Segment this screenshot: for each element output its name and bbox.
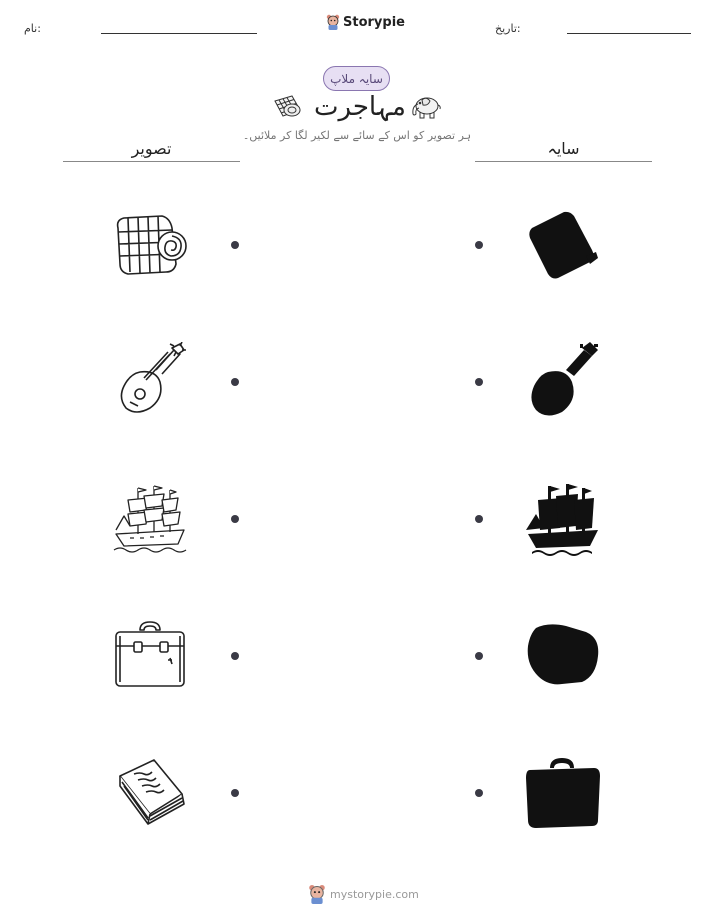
- picture-dot-4[interactable]: [231, 652, 239, 660]
- picture-column-underline: [63, 161, 240, 162]
- date-label: تاریخ:: [495, 22, 521, 35]
- shadow-dot-4[interactable]: [475, 652, 483, 660]
- mat-roll-icon: [272, 94, 304, 120]
- shadow-dot-3[interactable]: [475, 515, 483, 523]
- activity-tag: سایہ ملاپ: [323, 66, 390, 91]
- bear-logo-icon: [308, 884, 326, 904]
- shadow-dot-5[interactable]: [475, 789, 483, 797]
- picture-dot-3[interactable]: [231, 515, 239, 523]
- shadow-column-heading: سایہ: [547, 139, 580, 158]
- suitcase-shadow-icon: [522, 754, 602, 834]
- mat-shadow-icon: [522, 616, 602, 696]
- lute-icon: [110, 342, 190, 422]
- name-line[interactable]: [101, 33, 257, 34]
- date-line[interactable]: [567, 33, 691, 34]
- footer-site-link[interactable]: mystorypie.com: [330, 887, 419, 901]
- shadow-dot-2[interactable]: [475, 378, 483, 386]
- shadow-column-underline: [475, 161, 652, 162]
- name-label: نام:: [24, 22, 41, 35]
- bear-logo-icon: [326, 14, 340, 30]
- elephant-icon: [410, 94, 442, 120]
- sailing-ship-icon: [110, 480, 190, 560]
- suitcase-icon: [110, 616, 190, 696]
- book-shadow-icon: [522, 206, 602, 286]
- picture-dot-1[interactable]: [231, 241, 239, 249]
- picture-dot-2[interactable]: [231, 378, 239, 386]
- shadow-dot-1[interactable]: [475, 241, 483, 249]
- brand-logo: [326, 14, 405, 30]
- sleeping-mat-icon: [110, 206, 190, 286]
- picture-column-heading: تصویر: [131, 139, 172, 158]
- instruction-text: ہر تصویر کو اس کے سائے سے لکیر لگا کر ملائیں۔: [242, 129, 472, 142]
- lute-shadow-icon: [522, 342, 602, 422]
- footer: [308, 884, 419, 904]
- brand-name: Storypie: [343, 14, 405, 30]
- ship-shadow-icon: [522, 480, 602, 560]
- picture-dot-5[interactable]: [231, 789, 239, 797]
- worksheet-title: مہاجرت: [314, 92, 406, 122]
- book-icon: [110, 754, 190, 834]
